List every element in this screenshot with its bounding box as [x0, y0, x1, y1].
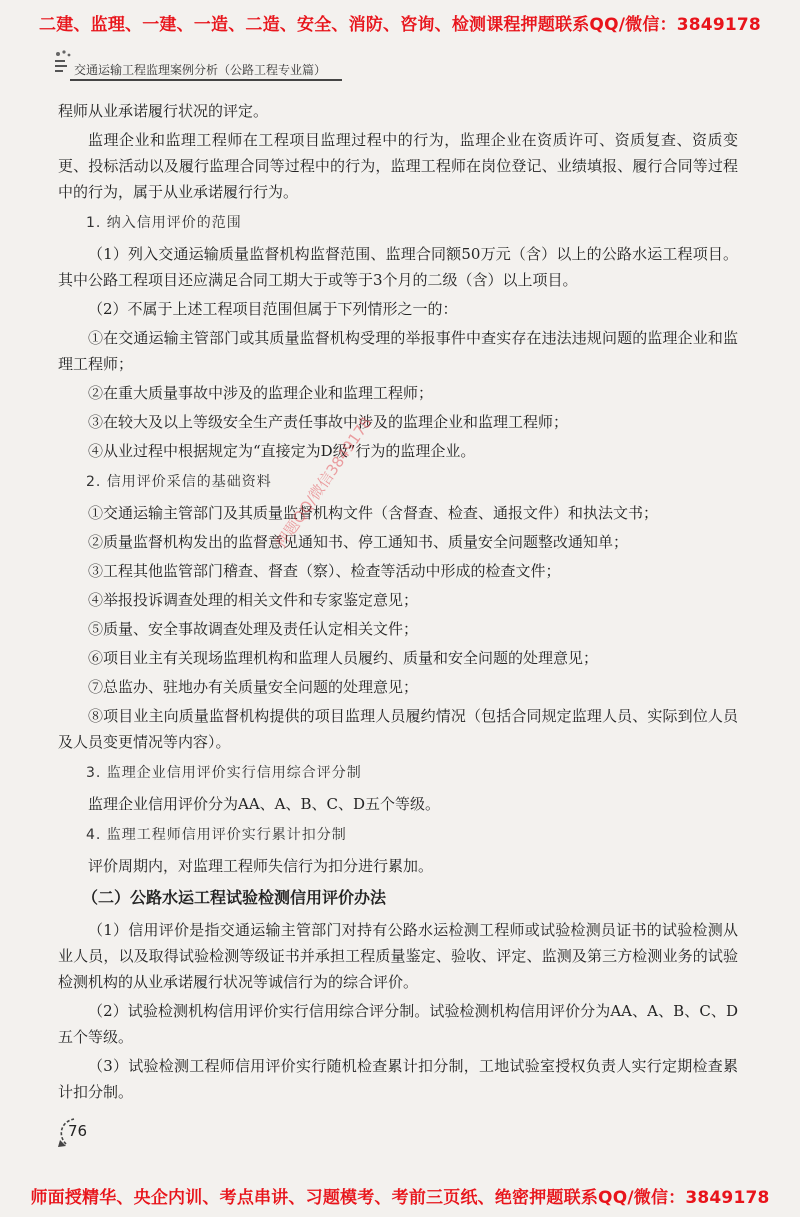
- list-item-scope-4: ④从业过程中根据规定为“直接定为D级”行为的监理企业。: [88, 442, 476, 460]
- list-item-material-3: ③工程其他监管部门稽查、督查（察）、检查等活动中形成的检查文件；: [88, 562, 561, 580]
- paragraph-scope-2: （2）不属于上述工程项目范围但属于下列情形之一的：: [88, 300, 458, 318]
- header-rule: [70, 79, 342, 81]
- top-banner: 二建、监理、一建、一造、二造、安全、消防、咨询、检测课程押题联系QQ/微信：3849178: [39, 15, 761, 35]
- paragraph-enterprise-grades: 监理企业信用评价分为AA、A、B、C、D五个等级。: [88, 795, 441, 813]
- list-item-scope-1: ①在交通运输主管部门或其质量监督机构受理的举报事件中查实存在违法违规问题的监理企业和监理工程师；: [58, 329, 738, 373]
- heading-evaluation-scope: 1. 纳入信用评价的范围: [86, 215, 242, 231]
- paragraph-engineer-deduction: 评价周期内，对监理工程师失信行为扣分进行累加。: [88, 857, 434, 875]
- heading-engineer-deduction: 4. 监理工程师信用评价实行累计扣分制: [86, 827, 347, 843]
- running-head: [52, 48, 342, 84]
- publisher-logo-icon: [52, 48, 74, 78]
- list-item-material-7: ⑦总监办、驻地办有关质量安全问题的处理意见；: [88, 678, 419, 696]
- heading-basic-materials: 2. 信用评价采信的基础资料: [86, 474, 272, 490]
- paragraph-behaviour-definition: 监理企业和监理工程师在工程项目监理过程中的行为，监理企业在资质许可、资质复查、资质变更、投标活动以及履行监理合同等过程中的行为，监理工程师在岗位登记、业绩填报、履行合同等过程中的行为，属于从业承诺履行行为。: [58, 131, 738, 201]
- list-item-material-8: ⑧项目业主向质量监督机构提供的项目监理人员履约情况（包括合同规定监理人员、实际到位人员及人员变更情况等内容）。: [58, 707, 738, 751]
- bottom-banner: 师面授精华、央企内训、考点串讲、习题模考、考前三页纸、绝密押题联系QQ/微信：3849178: [30, 1188, 770, 1208]
- list-item-scope-3: ③在较大及以上等级安全生产责任事故中涉及的监理企业和监理工程师；: [88, 413, 569, 431]
- page-body: [58, 98, 738, 1108]
- list-item-material-1: ①交通运输主管部门及其质量监督机构文件（含督查、检查、通报文件）和执法文书；: [88, 504, 659, 522]
- heading-enterprise-scoring: 3. 监理企业信用评价实行信用综合评分制: [86, 765, 362, 781]
- list-item-material-5: ⑤质量、安全事故调查处理及责任认定相关文件；: [88, 620, 419, 638]
- list-item-scope-2: ②在重大质量事故中涉及的监理企业和监理工程师；: [88, 384, 434, 402]
- list-item-material-4: ④举报投诉调查处理的相关文件和专家鉴定意见；: [88, 591, 419, 609]
- section-heading-testing-credit: （二）公路水运工程试验检测信用评价办法: [82, 888, 387, 907]
- watermark: 押题QQ/微信3849178: [271, 413, 376, 552]
- paragraph-scope-1: （1）列入交通运输质量监督机构监督范围、监理合同额50万元（含）以上的公路水运工程项目。其中公路工程项目还应满足合同工期大于或等于3个月的二级（含）以上项目。: [58, 245, 738, 289]
- paragraph-testing-1: （1）信用评价是指交通运输主管部门对持有公路水运检测工程师或试验检测员证书的试验检测从业人员，以及取得试验检测等级证书并承担工程质量鉴定、验收、评定、监测及第三方检测业务的试验检测机构的从业承诺履行状况等诚信行为的综合评价。: [58, 921, 738, 991]
- list-item-material-6: ⑥项目业主有关现场监理机构和监理人员履约、质量和安全问题的处理意见；: [88, 649, 599, 667]
- paragraph-testing-3: （3）试验检测工程师信用评价实行随机检查累计扣分制，工地试验室授权负责人实行定期检查累计扣分制。: [58, 1057, 738, 1101]
- paragraph-testing-2: （2）试验检测机构信用评价实行信用综合评分制。试验检测机构信用评价分为AA、A、B、C、D五个等级。: [58, 1002, 738, 1046]
- page-folio: [56, 1114, 116, 1150]
- running-head-title: 交通运输工程监理案例分析（公路工程专业篇）: [74, 63, 327, 77]
- paragraph-continued: 程师从业承诺履行状况的评定。: [58, 102, 269, 120]
- list-item-material-2: ②质量监督机构发出的监督意见通知书、停工通知书、质量安全问题整改通知单；: [88, 533, 629, 551]
- page-number: 76: [68, 1122, 88, 1140]
